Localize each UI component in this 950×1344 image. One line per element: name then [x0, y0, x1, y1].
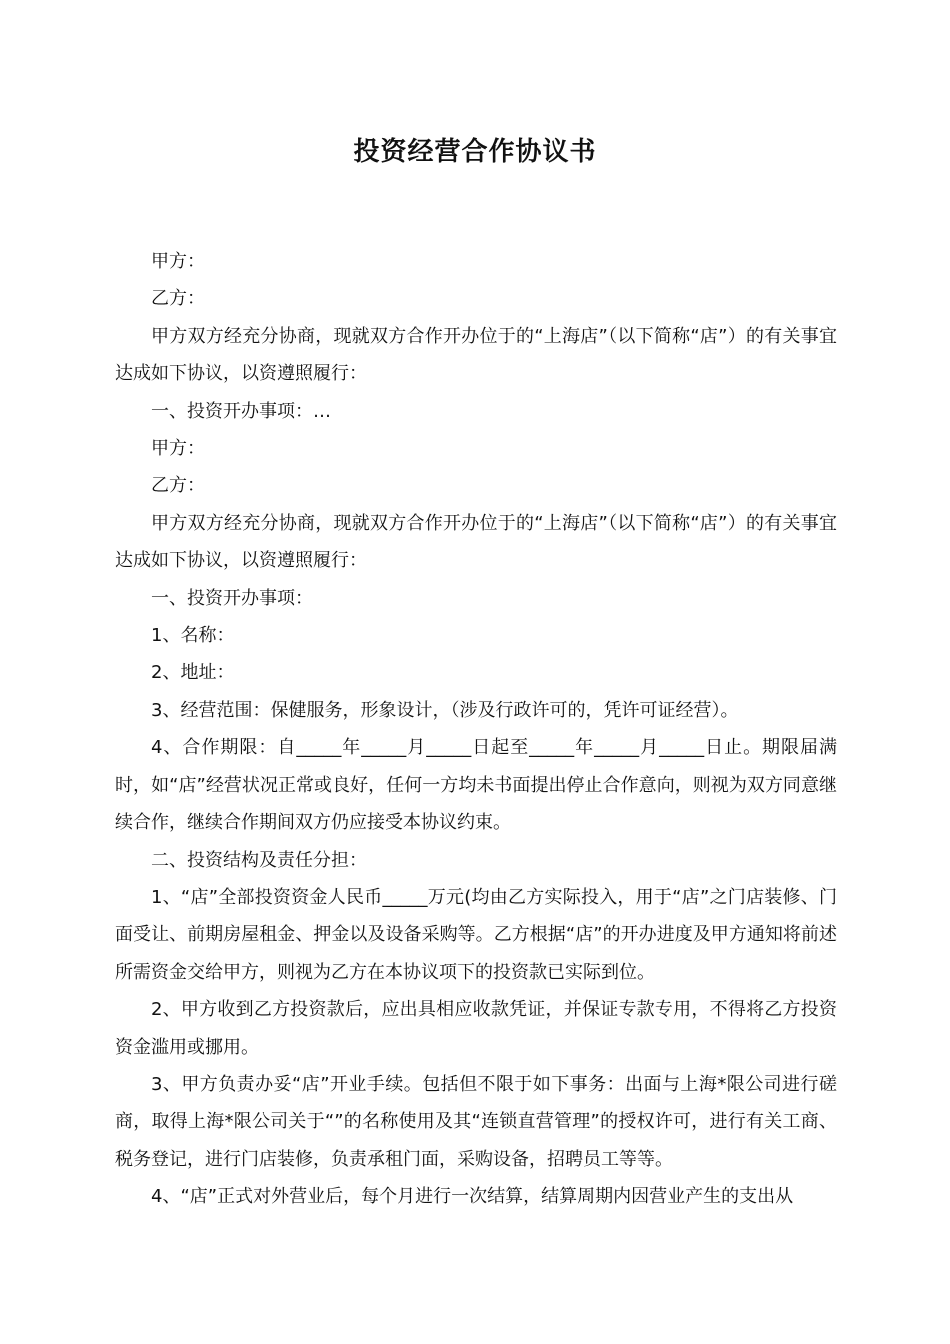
clause-term: 4、合作期限：自_____年_____月_____日起至_____年_____月_____日止。期限届满时，如“店”经营状况正常或良好，任何一方均未书面提出停止合作意向，则视为双方同意继续合作，继续合作期间双方仍应接受本协议约束。: [115, 737, 837, 834]
clause-investment-amount: 1、“店”全部投资资金人民币_____万元(均由乙方实际投入，用于“店”之门店装修、门面受让、前期房屋租金、押金以及设备采购等。乙方根据“店”的开办进度及甲方通知将前述所需资金交给甲方，则视为乙方在本协议项下的投资款已实际到位。: [115, 886, 837, 983]
clause-business-scope: 3、经营范围：保健服务，形象设计，（涉及行政许可的，凭许可证经营）。: [151, 699, 739, 721]
party-b-line: 乙方：: [151, 475, 205, 497]
party-a-line: 甲方：: [151, 438, 205, 460]
preamble-paragraph: 甲方双方经充分协商，现就双方合作开办位于的“上海店”（以下简称“店”）的有关事宜达成如下协议，以资遵照履行：: [115, 512, 838, 572]
preamble-paragraph: 甲方双方经充分协商，现就双方合作开办位于的“上海店”（以下简称“店”）的有关事宜达成如下协议，以资遵照履行：: [115, 325, 838, 385]
clause-name: 1、名称：: [151, 625, 235, 647]
clause-receipt: 2、甲方收到乙方投资款后，应出具相应收款凭证，并保证专款专用，不得将乙方投资资金滥用或挪用。: [115, 999, 837, 1058]
document-body: [115, 243, 837, 1216]
section-heading: 二、投资结构及责任分担：: [151, 849, 367, 871]
party-a-line: 甲方：: [151, 251, 205, 272]
clause-settlement: 4、“店”正式对外营业后，每个月进行一次结算，结算周期内因营业产生的支出从: [151, 1186, 794, 1208]
party-b-line: 乙方：: [151, 288, 205, 310]
section-heading: 一、投资开办事项：…: [151, 400, 331, 422]
section-heading: 一、投资开办事项：: [151, 587, 313, 609]
clause-opening-procedures: 3、甲方负责办妥“店”开业手续。包括但不限于如下事务：出面与上海*限公司进行磋商，取得上海*限公司关于“”的名称使用及其“连锁直营管理”的授权许可，进行有关工商、税务登记，进行门店装修，负责承租门面，采购设备，招聘员工等等。: [115, 1073, 837, 1170]
document-title: 投资经营合作协议书: [353, 137, 597, 167]
clause-address: 2、地址：: [151, 662, 235, 684]
